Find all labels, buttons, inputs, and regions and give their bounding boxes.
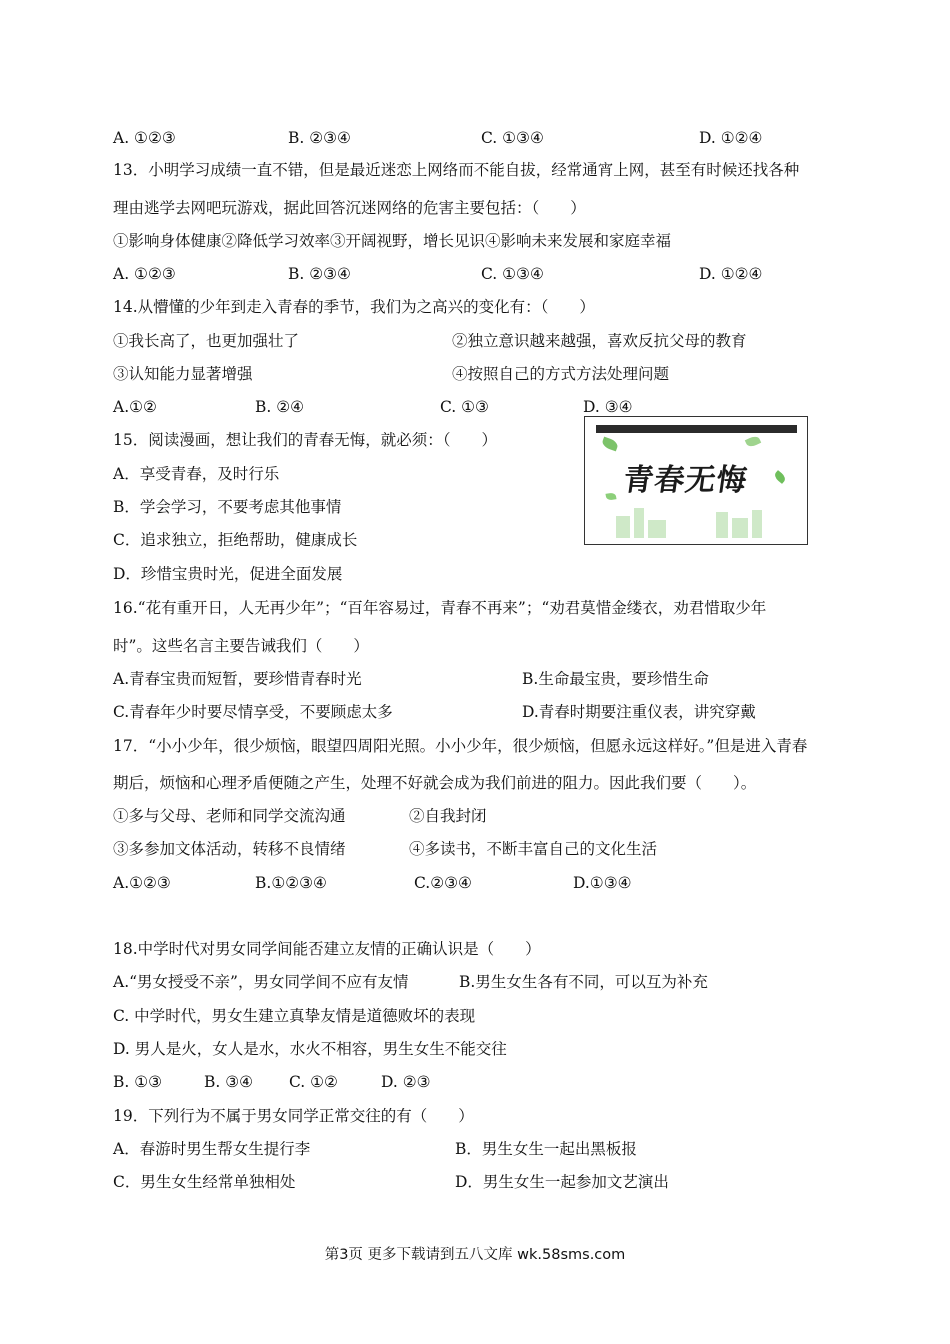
q13-stem-line1: 13．小明学习成绩一直不错，但是最近迷恋上网络而不能自拔，经常通宵上网，甚至有时候还找各种 [113, 161, 800, 179]
q14-option-a: A.①② [113, 398, 157, 416]
q18-option-c: C. 中学时代，男女生建立真挚友情是道德败坏的表现 [113, 1007, 476, 1025]
q12-option-a: A. ①②③ [113, 129, 176, 147]
q15-option-a: A．享受青春，及时行乐 [113, 465, 280, 483]
comic-title: 青春无悔 [621, 463, 750, 498]
comic-panel [596, 425, 797, 538]
q16-stem-line2: 时”。这些名言主要告诫我们（ ） [113, 637, 369, 655]
q18-answer-1: B. ①③ [113, 1073, 163, 1091]
q17-stem-line1: 17．“小小少年，很少烦恼，眼望四周阳光照。小小少年，很少烦恼，但愿永远这样好。”但是进入青春 [113, 737, 808, 755]
q17-option-d: D.①③④ [573, 874, 632, 892]
q18-stem: 18.中学时代对男女同学间能否建立友情的正确认识是（ ） [113, 940, 541, 958]
q18-option-b: B.男生女生各有不同，可以互为补充 [459, 973, 708, 991]
q16-option-b: B.生命最宝贵，要珍惜生命 [522, 670, 709, 688]
leaf-icon [745, 434, 761, 448]
q19-option-d: D．男生女生一起参加文艺演出 [455, 1173, 669, 1191]
q16-stem-line1: 16.“花有重开日，人无再少年”；“百年容易过，青春不再来”；“劝君莫惜金缕衣，劝君惜取少年 [113, 599, 767, 617]
q14-option-b: B. ②④ [255, 398, 305, 416]
q19-option-c: C．男生女生经常单独相处 [113, 1173, 296, 1191]
q15-option-c: C．追求独立，拒绝帮助，健康成长 [113, 531, 358, 549]
q19-option-b: B．男生女生一起出黑板报 [455, 1140, 637, 1158]
q13-items: ①影响身体健康②降低学习效率③开阔视野，增长见识④影响未来发展和家庭幸福 [113, 232, 672, 250]
comic-image [584, 416, 808, 545]
page-footer: 第3页 更多下载请到五八文库 wk.58sms.com [324, 1247, 626, 1263]
city-silhouette [752, 510, 762, 538]
q12-option-b: B. ②③④ [288, 129, 351, 147]
q12-option-c: C. ①③④ [481, 129, 544, 147]
city-silhouette [716, 512, 728, 538]
q18-answer-2: B. ③④ [204, 1073, 254, 1091]
q13-option-d: D. ①②④ [699, 265, 763, 283]
comic-header-bar [596, 425, 797, 433]
q17-option-a: A.①②③ [113, 874, 171, 892]
q17-item3: ③多参加文体活动，转移不良情绪 [113, 840, 346, 858]
q13-option-b: B. ②③④ [288, 265, 351, 283]
city-silhouette [732, 518, 748, 538]
leaf-icon [601, 437, 619, 452]
q19-option-a: A．春游时男生帮女生提行李 [113, 1140, 311, 1158]
q15-option-d: D．珍惜宝贵时光，促进全面发展 [113, 565, 343, 583]
city-silhouette [634, 508, 644, 538]
city-silhouette [616, 516, 630, 538]
q17-item1: ①多与父母、老师和同学交流沟通 [113, 807, 346, 825]
q14-item4: ④按照自己的方式方法处理问题 [452, 365, 670, 383]
q18-answer-4: D. ②③ [381, 1073, 431, 1091]
q18-option-a: A.“男女授受不亲”，男女同学间不应有友情 [113, 973, 409, 991]
leaf-icon [773, 470, 787, 484]
city-silhouette [648, 520, 666, 538]
q18-option-d: D. 男人是火，女人是水，水火不相容，男生女生不能交往 [113, 1040, 507, 1058]
q16-option-c: C.青春年少时要尽情享受，不要顾虑太多 [113, 703, 393, 721]
q15-option-b: B．学会学习，不要考虑其他事情 [113, 498, 342, 516]
q14-option-d: D. ③④ [583, 398, 633, 416]
q14-item3: ③认知能力显著增强 [113, 365, 253, 383]
q13-option-c: C. ①③④ [481, 265, 544, 283]
q14-option-c: C. ①③ [440, 398, 489, 416]
q14-stem: 14.从懵懂的少年到走入青春的季节，我们为之高兴的变化有：（ ） [113, 298, 595, 316]
leaf-icon [605, 492, 616, 501]
q16-option-a: A.青春宝贵而短暂，要珍惜青春时光 [113, 670, 362, 688]
q12-option-d: D. ①②④ [699, 129, 763, 147]
q13-stem-line2: 理由逃学去网吧玩游戏，据此回答沉迷网络的危害主要包括：（ ） [113, 199, 586, 217]
q16-option-d: D.青春时期要注重仪表，讲究穿戴 [522, 703, 756, 721]
q17-option-b: B.①②③④ [255, 874, 327, 892]
q15-stem: 15．阅读漫画，想让我们的青春无悔，就必须：（ ） [113, 431, 497, 449]
q17-item4: ④多读书，不断丰富自己的文化生活 [409, 840, 658, 858]
q13-option-a: A. ①②③ [113, 265, 176, 283]
q17-option-c: C.②③④ [414, 874, 472, 892]
q19-stem: 19．下列行为不属于男女同学正常交往的有（ ） [113, 1107, 474, 1125]
q14-item1: ①我长高了，也更加强壮了 [113, 332, 300, 350]
q14-item2: ②独立意识越来越强，喜欢反抗父母的教育 [452, 332, 747, 350]
q18-answer-3: C. ①② [289, 1073, 338, 1091]
q17-stem-line2: 期后，烦恼和心理矛盾便随之产生，处理不好就会成为我们前进的阻力。因此我们要（ ）。 [113, 774, 757, 792]
q17-item2: ②自我封闭 [409, 807, 487, 825]
